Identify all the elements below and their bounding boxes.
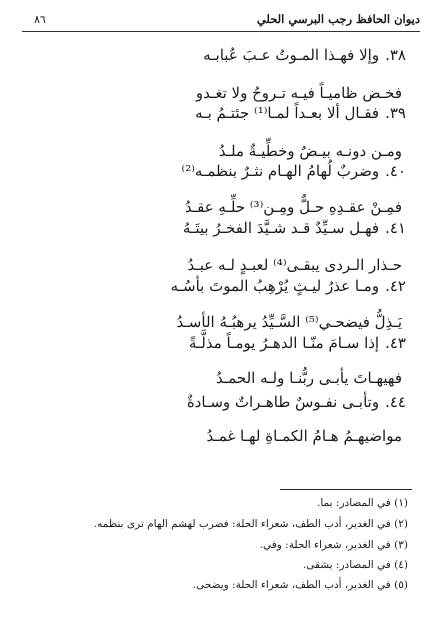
footnote: (٢) في الغدير، أدب الطف، شعراء الحلة: فضرب لهشم الهام ترى بنظمه. (93, 518, 408, 530)
page-header (22, 9, 420, 32)
hemistich-text: وإلا فهـذا المـوتُ عـبَ عُبابـه (203, 46, 380, 64)
verse-second-hemistich: فهيهـاتَ يأبـى ربُّنـا ولـه الحمـدُ (215, 369, 402, 387)
verse-second-hemistich: يَـذِلُّ فيضحـي⁽⁵⁾ السَّـيِّدُ يرهبُـهُ الأسـدُ (176, 313, 402, 331)
footnote-divider (280, 489, 412, 490)
verse-number: ٤٢. (385, 277, 406, 295)
verse-number: ٤٣. (385, 334, 406, 352)
verse-first-hemistich (30, 277, 406, 295)
verse-first-hemistich (30, 219, 406, 237)
hemistich-text: فهـل سـيِّدٌ قـد شـيَّدَ الفخـرُ بيتَـهُ (182, 219, 380, 237)
verse-number: ٤١. (385, 219, 406, 237)
verse-number: ٤٤. (385, 393, 406, 411)
hemistich-text: وتأبـى نفـوسٌ طاهـراتٌ وسـادةٌ (186, 393, 380, 411)
hemistich-text: إذا سـامَ منّـا الدهـرُ يومـاً مذلَّـةً (188, 334, 380, 352)
footnote: (٥) في الغدير، أدب الطف، شعراء الحلة: ويضحى. (192, 579, 408, 591)
verse-second-hemistich: مواضيهـمُ هـامُ الكمـاةِ لهـا غمـدُ (206, 427, 402, 445)
footnote: (١) في المصادر: بما. (317, 497, 408, 509)
page-number: ٨٦ (34, 13, 46, 26)
running-title: ديوان الحافظ رجب البرسي الحلي (256, 12, 420, 26)
verse-first-hemistich (30, 393, 406, 411)
verse-second-hemistich: فمِـنْ عقـدِهِ حـلٌّ ومِـن⁽³⁾ حلِّـهِ عقـدُ (184, 198, 402, 216)
footnote: (٤) في المصادر: يشقى. (302, 559, 408, 571)
verse-first-hemistich (30, 104, 406, 122)
verse-second-hemistich: حـذار الـردى يبقـى⁽⁴⁾ لعبـدٍ لـه عبـدُ (187, 256, 402, 274)
verse-first-hemistich (30, 162, 406, 180)
verse-second-hemistich: ومـن دونـه بيـضٌ وخطِّيـةٌ ملـدُ (218, 142, 402, 160)
verse-second-hemistich: فخـض ظاميـاً فيـه تـروحُ ولا تغـدو (195, 84, 402, 102)
hemistich-text: ومـا عذرُ ليـثٍ يُرْهِبُ الموتَ بأسُـه (170, 277, 380, 295)
verse-number: ٣٩. (385, 104, 406, 122)
footnote: (٣) في الغدير، شعراء الحلة: وفي. (259, 539, 408, 551)
hemistich-text: وضربٌ لُهامُ الهـام نثـرٌ بنظمـه⁽²⁾ (181, 162, 380, 180)
verse-number: ٣٨. (385, 46, 406, 64)
hemistich-text: فقـال ألا بعـداً لمـا⁽¹⁾ جئتـمُ بـه (195, 104, 380, 122)
verse-number: ٤٠. (385, 162, 406, 180)
verse-first-hemistich (30, 334, 406, 352)
verse-first-hemistich (30, 46, 406, 64)
